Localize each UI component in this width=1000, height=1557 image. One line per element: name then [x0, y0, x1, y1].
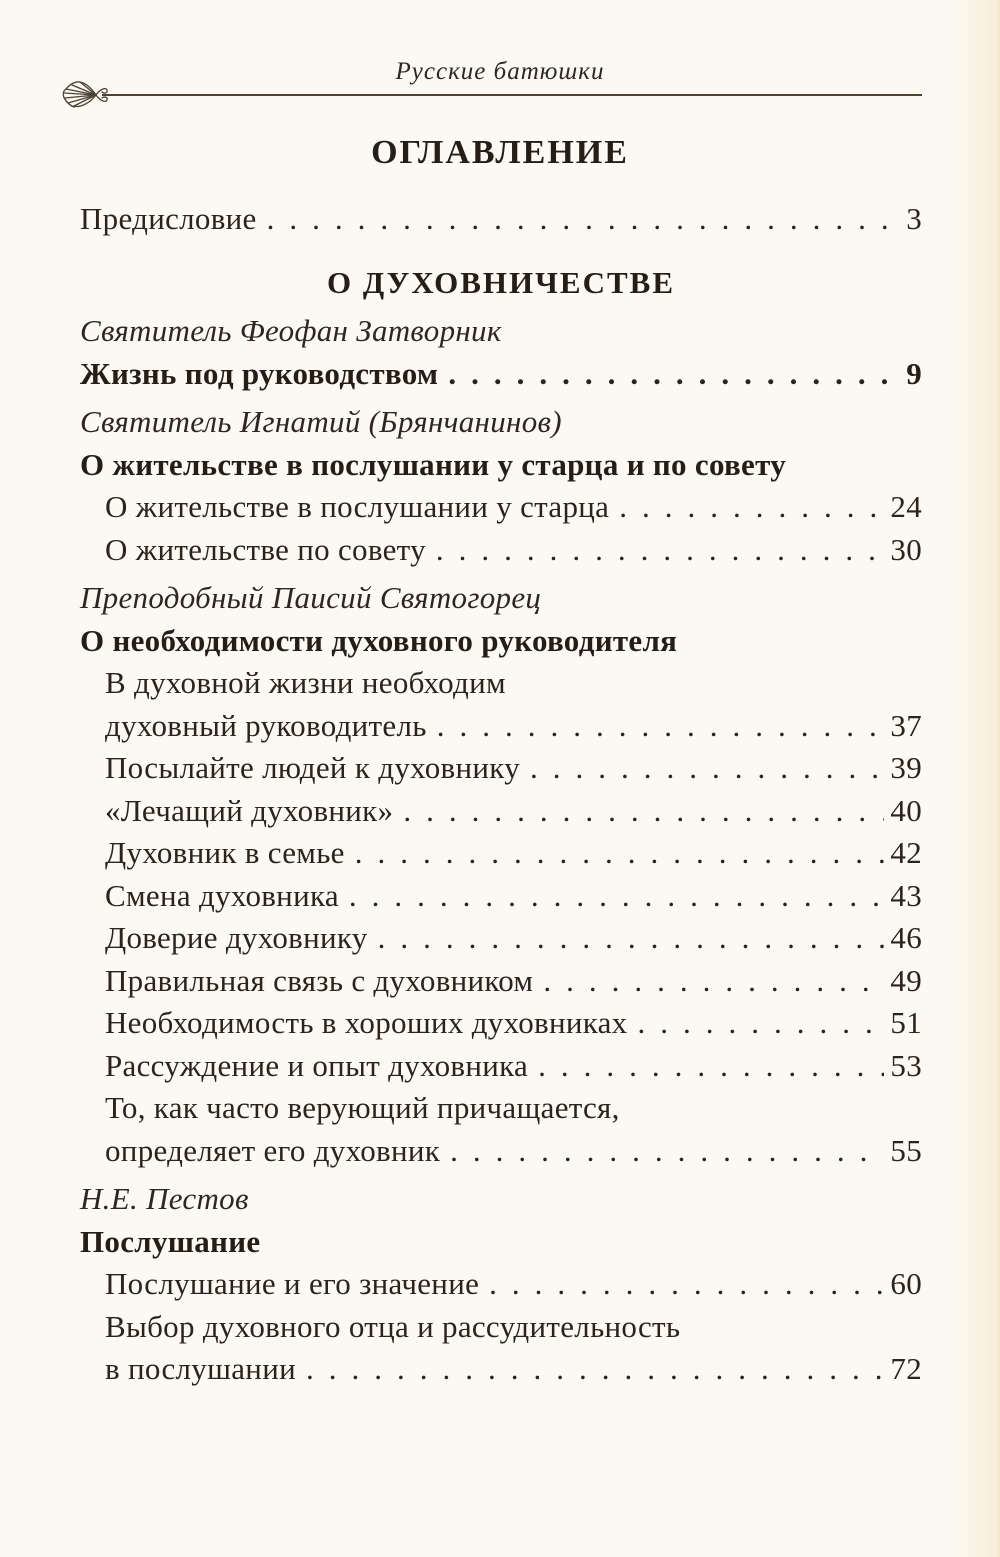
toc-entry-page: 37	[890, 707, 922, 743]
toc-entry-label: Послушание	[80, 1223, 261, 1259]
toc-entry-page: 24	[890, 489, 922, 524]
dot-leader	[543, 960, 884, 1003]
toc-entry-label: Святитель Игнатий (Брянчанинов)	[80, 404, 562, 439]
toc-entry-page: 30	[890, 531, 922, 567]
dot-leader	[436, 529, 885, 572]
toc-entry	[80, 1002, 922, 1045]
toc-entry	[80, 960, 922, 1003]
toc-entry	[80, 662, 922, 705]
toc-entry-page: 9	[906, 355, 922, 391]
toc-entry	[80, 747, 922, 790]
toc-entry-label: Предисловие	[80, 201, 257, 236]
toc-entry	[80, 1306, 922, 1349]
dot-leader	[538, 1045, 884, 1088]
toc-entry	[80, 529, 922, 572]
toc-entry-page: 42	[890, 835, 922, 870]
toc-entry-label: Жизнь под руководством	[80, 355, 439, 391]
toc-entry-page: 40	[890, 792, 922, 828]
toc-entry-label: О жительстве в послушании у старца	[105, 489, 610, 524]
toc-entry-page: 46	[890, 920, 922, 955]
toc-entry-label: Послушание и его значение	[105, 1266, 480, 1301]
toc-entry	[80, 1263, 922, 1306]
toc-entry	[80, 1348, 922, 1391]
toc-entry-page: 72	[890, 1351, 922, 1386]
header-rule	[60, 91, 922, 101]
toc-entry	[80, 198, 922, 241]
toc-entry	[80, 486, 922, 529]
toc-entry-label: Правильная связь с духовником	[105, 962, 534, 998]
toc-entry-label: Святитель Феофан Затворник	[80, 313, 502, 348]
toc-entry-label: определяет его духовник	[105, 1132, 441, 1168]
toc-entry-label: О необходимости духовного руководителя	[80, 622, 678, 658]
toc-entry-label: Выбор духовного отца и рассудительность	[105, 1308, 681, 1344]
toc-entry-page: 39	[890, 750, 922, 785]
toc-entry-page: 43	[890, 877, 922, 913]
horizontal-rule	[102, 94, 922, 96]
dot-leader	[267, 198, 901, 241]
dot-leader	[437, 705, 885, 748]
toc-entry	[80, 1045, 922, 1088]
toc-entry-label: О жительстве в послушании у старца и по совету	[80, 446, 787, 482]
toc-entry	[80, 917, 922, 960]
toc-entry	[80, 705, 922, 748]
toc-entry	[80, 401, 922, 444]
toc-entry	[80, 1178, 922, 1221]
dot-leader	[489, 1263, 884, 1306]
toc-entry-page: 51	[890, 1005, 922, 1040]
dot-leader	[448, 353, 900, 396]
running-head: Русские батюшки	[395, 58, 605, 85]
toc-entry-label: О ДУХОВНИЧЕСТВЕ	[327, 264, 675, 300]
toc-entry-label: Духовник в семье	[105, 835, 345, 870]
dot-leader	[530, 747, 884, 790]
toc-entry-page: 3	[906, 201, 922, 236]
toc-entry	[80, 310, 922, 353]
toc-entry-label: Рассуждение и опыт духовника	[105, 1047, 529, 1083]
dot-leader	[378, 917, 885, 960]
toc-entry-page: 49	[890, 962, 922, 998]
dot-leader	[450, 1130, 884, 1173]
dot-leader	[403, 790, 884, 833]
toc-entry-label: Необходимость в хороших духовниках	[105, 1005, 628, 1040]
page-title: ОГЛАВЛЕНИЕ	[371, 134, 629, 171]
toc-entry-label: Смена духовника	[105, 877, 339, 913]
toc-entry-page: 55	[890, 1132, 922, 1168]
toc-entry-label: «Лечащий духовник»	[105, 792, 394, 828]
toc-entry-page: 53	[890, 1047, 922, 1083]
toc-entry-label: О жительстве по совету	[105, 531, 426, 567]
dot-leader	[619, 486, 884, 529]
toc-entry	[80, 353, 922, 396]
toc-entry	[80, 620, 922, 663]
dot-leader	[349, 875, 884, 918]
toc-entry-label: Н.Е. Пестов	[80, 1181, 249, 1216]
toc-entry-label: в послушании	[105, 1351, 296, 1386]
toc-entry	[80, 875, 922, 918]
dot-leader	[355, 832, 885, 875]
toc-entry-label: Доверие духовнику	[105, 920, 368, 955]
dot-leader	[306, 1348, 884, 1391]
toc-entry-label: Посылайте людей к духовнику	[105, 750, 520, 785]
toc-entry-label: духовный руководитель	[105, 707, 427, 743]
toc-entry	[80, 444, 922, 487]
toc-entry	[80, 1087, 922, 1130]
toc-entry	[80, 790, 922, 833]
dot-leader	[638, 1002, 885, 1045]
toc-entry	[80, 832, 922, 875]
toc-entry-label: Преподобный Паисий Святогорец	[80, 580, 542, 615]
toc-entry	[80, 577, 922, 620]
toc-list	[0, 198, 1000, 1391]
toc-entry-label: То, как часто верующий причащается,	[105, 1090, 620, 1125]
toc-entry	[80, 262, 922, 305]
toc-entry	[80, 1221, 922, 1264]
toc-entry-page: 60	[890, 1266, 922, 1301]
toc-entry-label: В духовной жизни необходим	[105, 665, 506, 700]
toc-entry	[80, 1130, 922, 1173]
